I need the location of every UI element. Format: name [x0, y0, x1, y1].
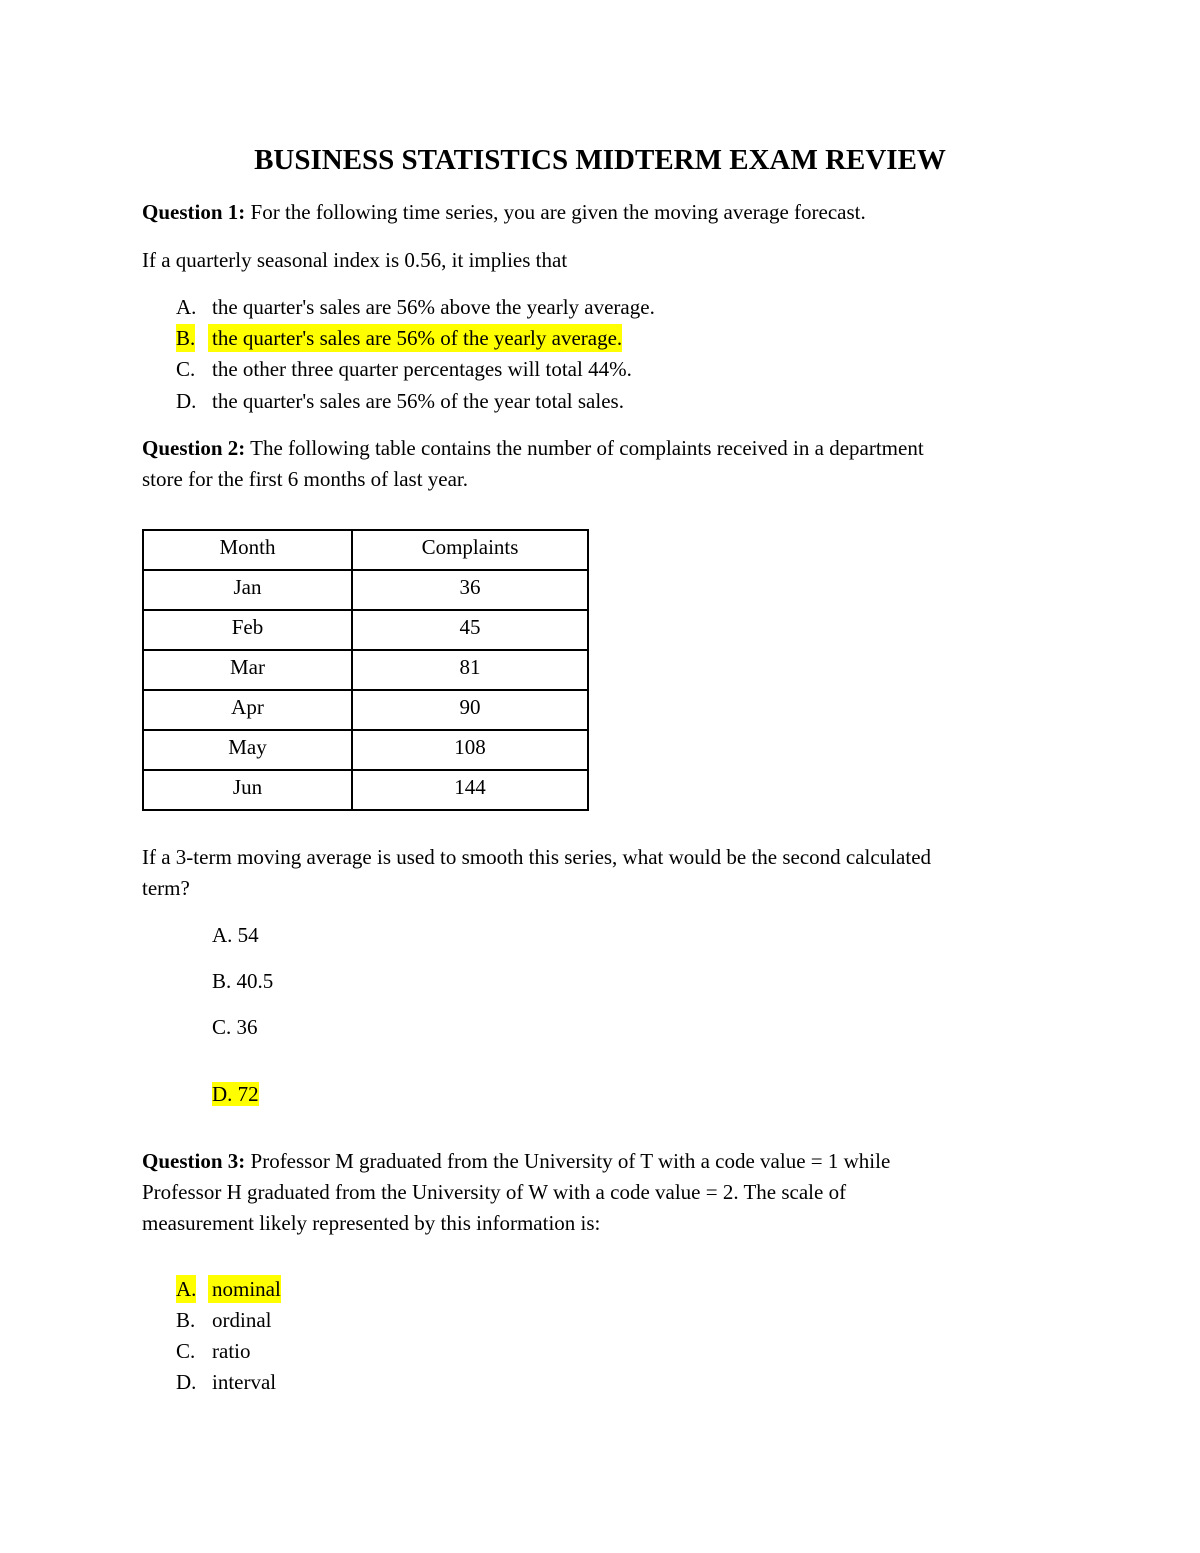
- question-1-text: For the following time series, you are given the moving average forecast.: [245, 200, 866, 224]
- table-row: [143, 570, 588, 610]
- question-3-line3: measurement likely represented by this information is:: [142, 1211, 601, 1235]
- table-row: [143, 730, 588, 770]
- page-title: BUSINESS STATISTICS MIDTERM EXAM REVIEW: [254, 144, 946, 176]
- option-letter: D.: [176, 389, 197, 413]
- option-letter: A.: [176, 1277, 197, 1301]
- question-2-prompt-line2: term?: [142, 876, 190, 900]
- question-1-heading: [142, 198, 866, 226]
- table-cell-month: Feb: [143, 610, 352, 650]
- question-3-line1: Professor M graduated from the University of T with a code value = 1 while: [245, 1149, 891, 1173]
- table-cell-complaints: 45: [352, 610, 588, 650]
- table-cell-month: Jun: [143, 770, 352, 810]
- option-text: ratio: [212, 1339, 251, 1363]
- complaints-table: [142, 529, 589, 811]
- option-letter: C.: [176, 357, 196, 381]
- table-cell-complaints: 108: [352, 730, 588, 770]
- question-2-option-d-answer: [212, 1080, 259, 1108]
- table-cell-complaints: 81: [352, 650, 588, 690]
- option-letter: D.: [176, 1370, 197, 1394]
- question-1-label: Question 1:: [142, 200, 246, 224]
- question-2-text-line2: store for the first 6 months of last year.: [142, 467, 469, 491]
- option-letter: A.: [176, 295, 197, 319]
- question-3-heading: [142, 1147, 890, 1175]
- question-2-option-a: A. 54: [212, 923, 259, 947]
- table-cell-month: Apr: [143, 690, 352, 730]
- option-text: the quarter's sales are 56% of the yearly average.: [208, 324, 622, 352]
- table-header-row: [143, 530, 588, 570]
- table-cell-month: Jan: [143, 570, 352, 610]
- table-header-month: Month: [143, 530, 352, 570]
- question-2-label: Question 2:: [142, 436, 246, 460]
- table-cell-month: May: [143, 730, 352, 770]
- question-2-heading: [142, 434, 924, 462]
- table-row: [143, 770, 588, 810]
- option-letter: B.: [176, 326, 196, 350]
- table-row: [143, 610, 588, 650]
- table-row: [143, 690, 588, 730]
- option-text: the quarter's sales are 56% above the yearly average.: [212, 295, 655, 319]
- question-2-prompt-line1: If a 3-term moving average is used to smooth this series, what would be the second calculated: [142, 845, 932, 869]
- table-cell-complaints: 90: [352, 690, 588, 730]
- question-2-option-c: C. 36: [212, 1015, 258, 1039]
- table-cell-complaints: 144: [352, 770, 588, 810]
- option-text: interval: [212, 1370, 277, 1394]
- table-cell-month: Mar: [143, 650, 352, 690]
- option-text: ordinal: [212, 1308, 272, 1332]
- question-3-label: Question 3:: [142, 1149, 246, 1173]
- option-letter: B.: [176, 1308, 196, 1332]
- option-text: the other three quarter percentages will total 44%.: [212, 357, 632, 381]
- answer-highlight: D. 72: [212, 1082, 259, 1106]
- question-3-line2: Professor H graduated from the University of W with a code value = 2. The scale of: [142, 1180, 847, 1204]
- table-header-complaints: Complaints: [352, 530, 588, 570]
- option-text: the quarter's sales are 56% of the year total sales.: [212, 389, 624, 413]
- question-1-prompt: If a quarterly seasonal index is 0.56, it implies that: [142, 248, 568, 272]
- question-2-option-b: B. 40.5: [212, 969, 274, 993]
- option-text: nominal: [208, 1275, 281, 1303]
- option-letter: C.: [176, 1339, 196, 1363]
- table-cell-complaints: 36: [352, 570, 588, 610]
- table-row: [143, 650, 588, 690]
- question-2-text-line1: The following table contains the number of complaints received in a department: [245, 436, 924, 460]
